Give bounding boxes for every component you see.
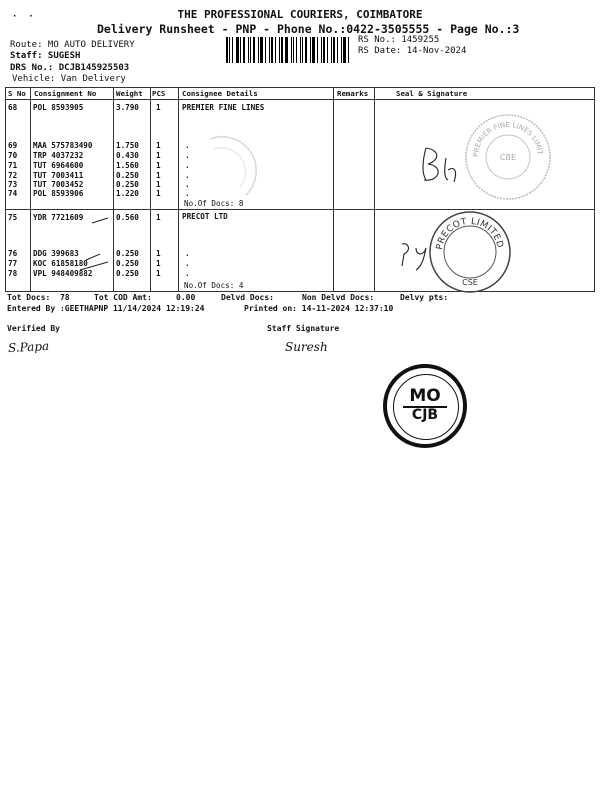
row-sno: 75 bbox=[8, 213, 18, 222]
precot-stamp bbox=[428, 210, 512, 294]
row-sno: 76 bbox=[8, 249, 18, 258]
printed-on: Printed on: 14-11-2024 12:37:10 bbox=[244, 304, 394, 313]
col-consignment: Consignment No bbox=[34, 89, 97, 98]
non-delivered-docs: Non Delvd Docs: bbox=[302, 293, 375, 302]
row-consignment: MAA 575783490 bbox=[33, 141, 93, 150]
staff-signature-label: Staff Signature bbox=[267, 324, 340, 333]
row-consignment: POL 8593905 bbox=[33, 103, 84, 112]
col-consignee: Consignee Details bbox=[182, 89, 258, 98]
row-pcs: 1 bbox=[156, 161, 161, 170]
receiver-signature bbox=[418, 142, 478, 192]
row-pcs: 1 bbox=[156, 213, 161, 222]
row-mark: . bbox=[185, 161, 190, 170]
row-weight: 0.250 bbox=[116, 269, 139, 278]
row-weight: 1.750 bbox=[116, 141, 139, 150]
row-consignment: TUT 7003452 bbox=[33, 180, 84, 189]
row-pcs: 1 bbox=[156, 249, 161, 258]
row-pcs: 1 bbox=[156, 269, 161, 278]
row-weight: 0.250 bbox=[116, 259, 139, 268]
staff-signature: Suresh bbox=[285, 340, 328, 354]
row-sno: 70 bbox=[8, 151, 18, 160]
delivery-points: Delvy pts: bbox=[400, 293, 449, 302]
svg-text:CBE: CBE bbox=[499, 153, 517, 162]
row-sno: 73 bbox=[8, 180, 18, 189]
runsheet-title: Delivery Runsheet - PNP - Phone No.:0422-3505555 - Page No.:3 bbox=[97, 22, 520, 36]
rs-number: RS No.: 1459255 bbox=[358, 35, 440, 45]
row-sno: 77 bbox=[8, 259, 18, 268]
total-docs: Tot Docs: 78 bbox=[7, 293, 70, 302]
row-sno: 78 bbox=[8, 269, 18, 278]
vehicle-label: Vehicle: Van Delivery bbox=[12, 74, 126, 84]
col-weight: Weight bbox=[116, 89, 143, 98]
row-mark: . bbox=[185, 171, 190, 180]
row-pcs: 1 bbox=[156, 259, 161, 268]
row-weight: 3.790 bbox=[116, 103, 139, 112]
consignee-name: PRECOT LTD bbox=[182, 212, 228, 221]
col-seal: Seal & Signature bbox=[396, 89, 468, 98]
faint-stamp bbox=[200, 135, 252, 205]
row-pcs: 1 bbox=[156, 189, 161, 198]
row-consignment: TRP 4037232 bbox=[33, 151, 84, 160]
row-pcs: 1 bbox=[156, 141, 161, 150]
row-mark: . bbox=[185, 151, 190, 160]
row-weight: 0.250 bbox=[116, 180, 139, 189]
row-consignment: POL 8593906 bbox=[33, 189, 84, 198]
row-pcs: 1 bbox=[156, 103, 161, 112]
row-pcs: 1 bbox=[156, 151, 161, 160]
row-consignment: DDG 399683 bbox=[33, 249, 79, 258]
rs-date: RS Date: 14-Nov-2024 bbox=[358, 46, 467, 56]
row-weight: 0.250 bbox=[116, 249, 139, 258]
row-consignment: VPL 948409882 bbox=[33, 269, 93, 278]
row-weight: 1.560 bbox=[116, 161, 139, 170]
col-sno: S No bbox=[8, 89, 26, 98]
total-cod-label: Tot COD Amt: bbox=[94, 293, 152, 302]
row-pcs: 1 bbox=[156, 180, 161, 189]
row-weight: 1.220 bbox=[116, 189, 139, 198]
row-mark: . bbox=[185, 189, 190, 198]
doc-count: No.Of Docs: 8 bbox=[184, 199, 244, 208]
row-mark: . bbox=[185, 269, 190, 278]
row-consignment: TUT 6964600 bbox=[33, 161, 84, 170]
verified-signature: S.Papa bbox=[7, 338, 50, 356]
mo-cjb-stamp: MO CJB bbox=[383, 364, 467, 448]
staff-label: Staff: SUGESH bbox=[10, 51, 81, 61]
row-consignment: KOC 61858180 bbox=[33, 259, 88, 268]
row-mark: . bbox=[185, 249, 190, 258]
row-sno: 74 bbox=[8, 189, 18, 198]
row-sno: 68 bbox=[8, 103, 18, 112]
consignee-name: PREMIER FINE LINES bbox=[182, 103, 265, 112]
row-weight: 0.560 bbox=[116, 213, 139, 222]
drs-number: DRS No.: DCJB145925503 bbox=[10, 63, 130, 73]
delivered-docs: Delvd Docs: bbox=[221, 293, 274, 302]
svg-text:CSE: CSE bbox=[462, 278, 478, 287]
row-weight: 0.250 bbox=[116, 171, 139, 180]
row-mark: . bbox=[185, 141, 190, 150]
receiver-signature-2 bbox=[398, 240, 440, 276]
entered-by: Entered By :GEETHAPNP 11/14/2024 12:19:24 bbox=[7, 304, 205, 313]
svg-text:PREMIER FINE LINES LIMITED: PREMIER FINE LINES LIMITED bbox=[459, 105, 544, 158]
row-sno: 71 bbox=[8, 161, 18, 170]
row-mark: . bbox=[185, 180, 190, 189]
col-pcs: PCS bbox=[152, 89, 166, 98]
verified-by-label: Verified By bbox=[7, 324, 60, 333]
row-pcs: 1 bbox=[156, 171, 161, 180]
svg-text:PRECOT LIMITED: PRECOT LIMITED bbox=[435, 216, 505, 251]
corner-marks: · · bbox=[12, 12, 34, 22]
row-consignment: TUT 7003411 bbox=[33, 171, 84, 180]
doc-count: No.Of Docs: 4 bbox=[184, 281, 244, 290]
row-weight: 0.430 bbox=[116, 151, 139, 160]
col-remarks: Remarks bbox=[337, 89, 369, 98]
route-label: Route: MO AUTO DELIVERY bbox=[10, 40, 135, 50]
row-sno: 69 bbox=[8, 141, 18, 150]
row-mark: . bbox=[185, 259, 190, 268]
total-cod-value: 0.00 bbox=[176, 293, 196, 302]
company-title: THE PROFESSIONAL COURIERS, COIMBATORE bbox=[177, 8, 423, 21]
row-sno: 72 bbox=[8, 171, 18, 180]
row-consignment: YDR 7721609 bbox=[33, 213, 84, 222]
